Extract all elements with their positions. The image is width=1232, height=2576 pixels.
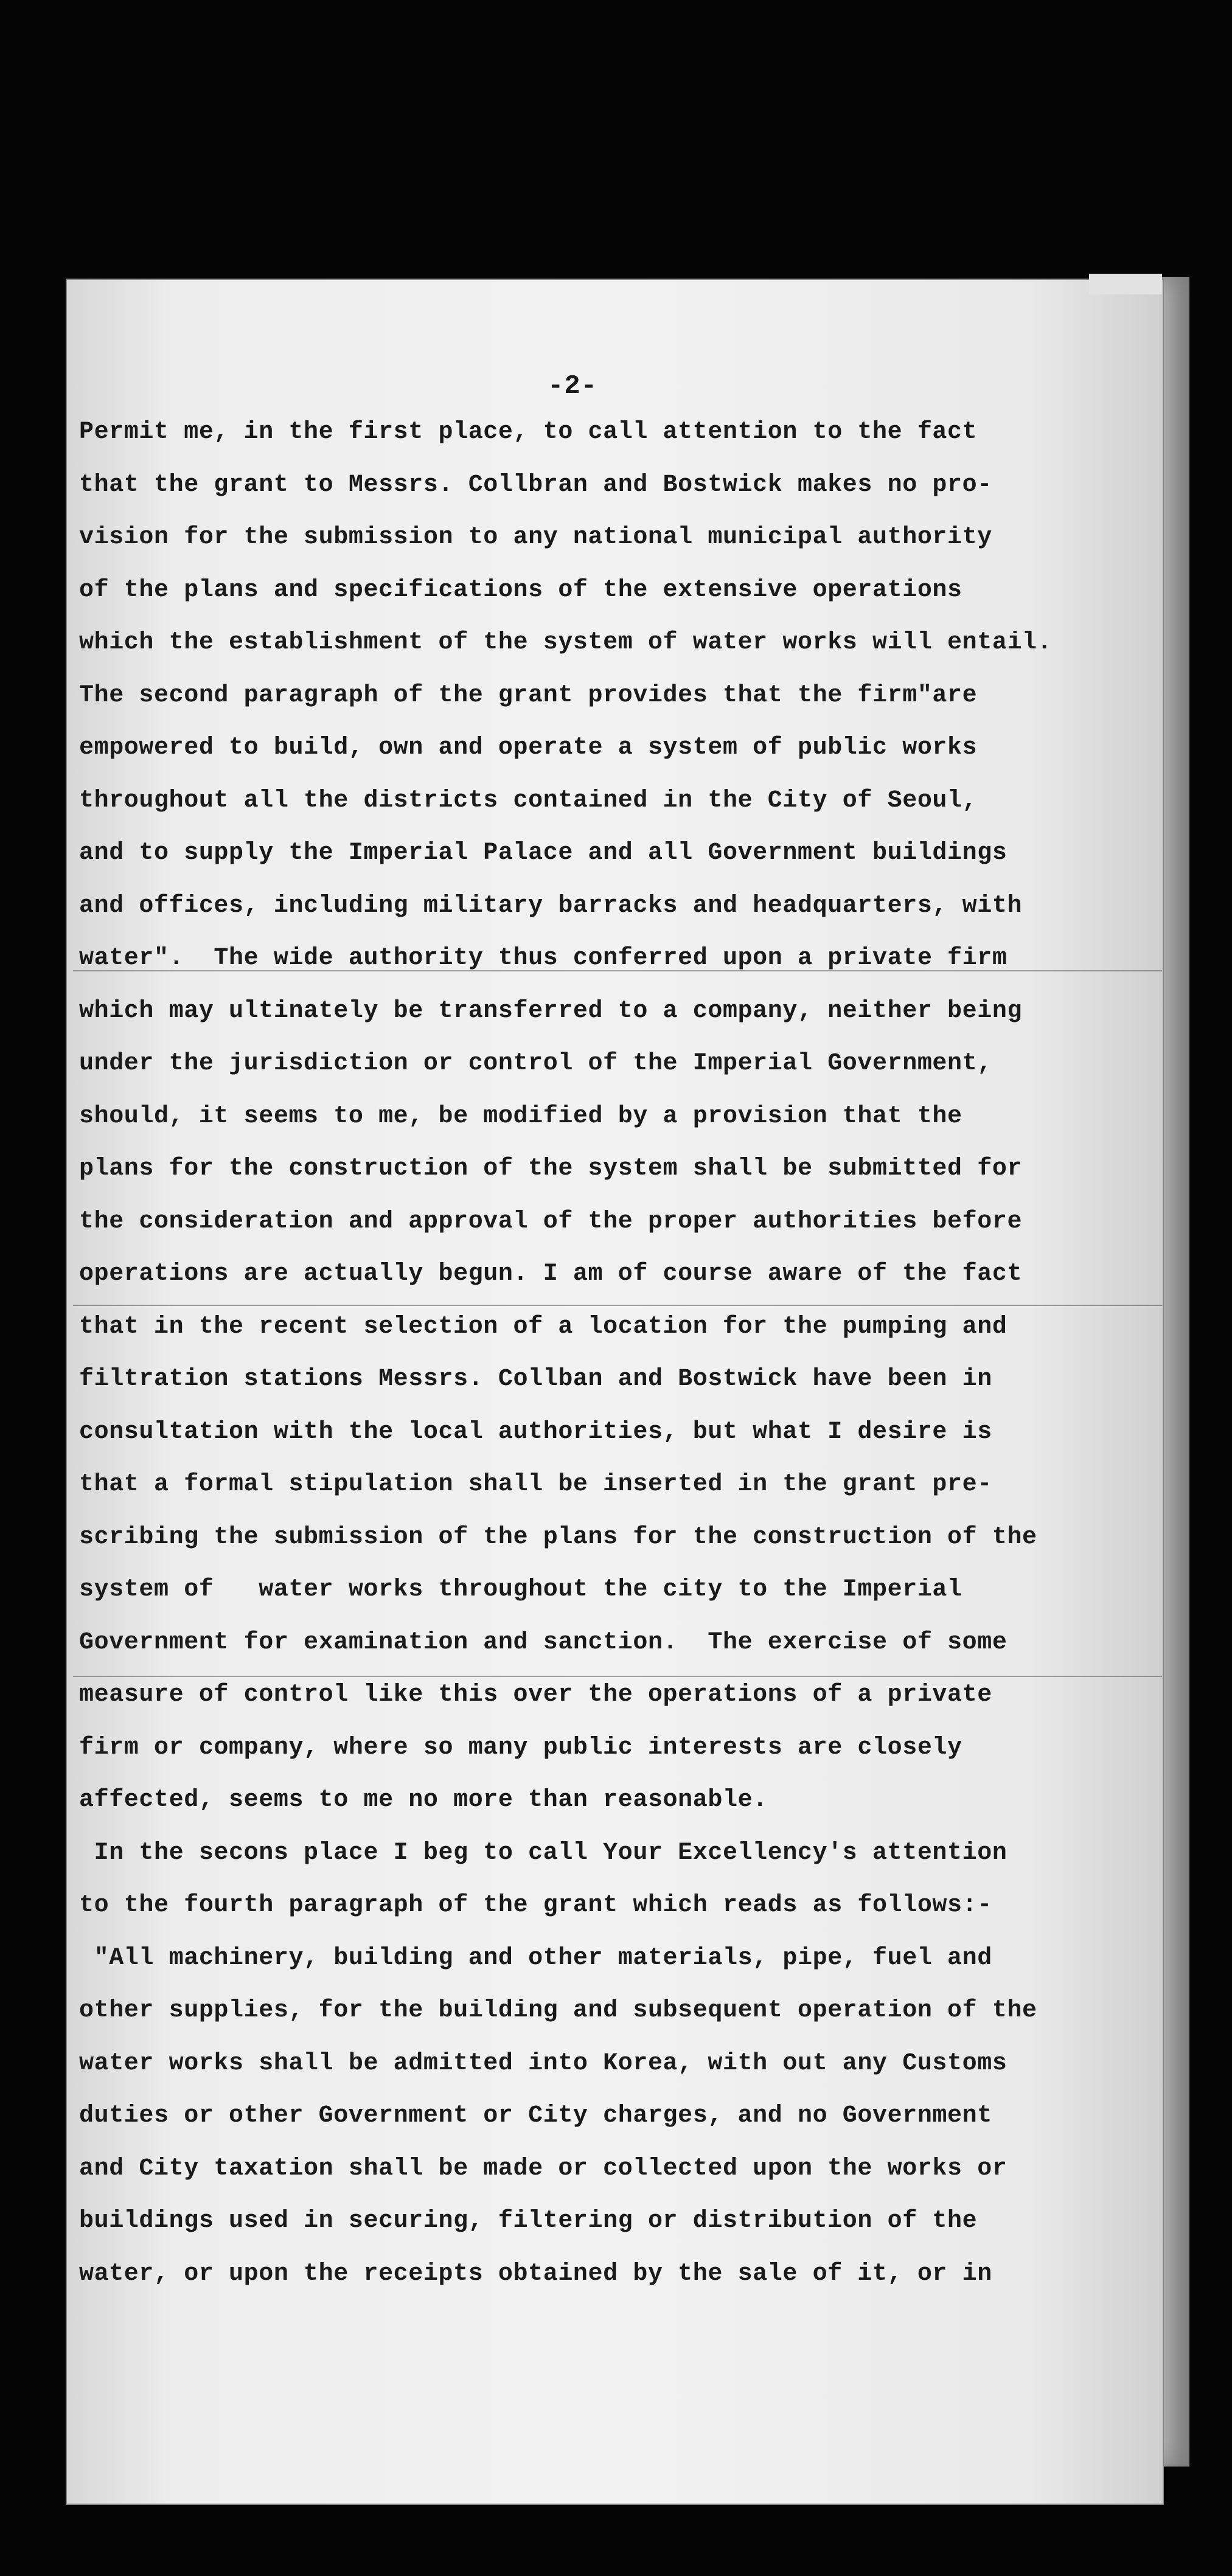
text-line: which the establishment of the system of water works will entail. [79, 629, 1053, 656]
text-line: Government for examination and sanction. The exercise of some [79, 1628, 1008, 1656]
text-line: throughout all the districts contained in the City of Seoul, [79, 786, 978, 814]
text-line: of the plans and specifications of the extensive operations [79, 576, 962, 604]
text-line: scribing the submission of the plans for the construction of the [79, 1523, 1037, 1551]
text-line: to the fourth paragraph of the grant which reads as follows:- [79, 1892, 992, 1919]
text-line: filtration stations Messrs. Collban and Bostwick have been in [79, 1366, 992, 1393]
text-line: system of water works throughout the city to the Imperial [79, 1576, 962, 1603]
text-line: buildings used in securing, filtering or distribution of the [79, 2207, 978, 2235]
text-line: Permit me, in the first place, to call attention to the fact [79, 418, 978, 446]
text-line: under the jurisdiction or control of the Imperial Government, [79, 1050, 992, 1077]
text-line: that a formal stipulation shall be inserted in the grant pre- [79, 1471, 992, 1498]
text-line: vision for the submission to any national municipal authority [79, 524, 992, 551]
text-line: duties or other Government or City charges, and no Government [79, 2102, 992, 2130]
text-line: water works shall be admitted into Korea, with out any Customs [79, 2049, 1008, 2077]
scan-streak [73, 970, 1162, 971]
letter-body [79, 406, 1113, 2300]
text-line: The second paragraph of the grant provides that the firm"are [79, 681, 978, 709]
text-line: water". The wide authority thus conferred upon a private firm [79, 945, 1008, 972]
text-line: consultation with the local authorities, but what I desire is [79, 1418, 992, 1446]
text-line: In the secons place I beg to call Your Excellency's attention [79, 1839, 1008, 1867]
text-line: "All machinery, building and other materials, pipe, fuel and [79, 1944, 992, 1972]
page-number: -2- [548, 371, 598, 401]
scan-streak [73, 1676, 1162, 1677]
text-line: the consideration and approval of the proper authorities before [79, 1207, 1023, 1235]
text-line: water, or upon the receipts obtained by the sale of it, or in [79, 2260, 992, 2288]
text-line: that in the recent selection of a location for the pumping and [79, 1313, 1008, 1341]
text-line: measure of control like this over the operations of a private [79, 1681, 992, 1709]
text-line: firm or company, where so many public interests are closely [79, 1734, 962, 1762]
text-line: empowered to build, own and operate a system of public works [79, 734, 978, 762]
text-line: affected, seems to me no more than reasonable. [79, 1786, 768, 1814]
text-line: and offices, including military barracks and headquarters, with [79, 892, 1023, 920]
text-line: other supplies, for the building and subsequent operation of the [79, 1997, 1037, 2024]
text-line: and City taxation shall be made or collected upon the works or [79, 2154, 1008, 2182]
text-line: operations are actually begun. I am of course aware of the fact [79, 1260, 1023, 1288]
text-line: which may ultinately be transferred to a company, neither being [79, 997, 1023, 1025]
text-line: should, it seems to me, be modified by a provision that the [79, 1102, 962, 1130]
scan-streak [73, 1305, 1162, 1306]
page-top-edge [1089, 274, 1162, 294]
text-line: and to supply the Imperial Palace and all Government buildings [79, 839, 1008, 867]
text-line: plans for the construction of the system shall be submitted for [79, 1155, 1023, 1182]
text-line: that the grant to Messrs. Collbran and Bostwick makes no pro- [79, 471, 992, 499]
